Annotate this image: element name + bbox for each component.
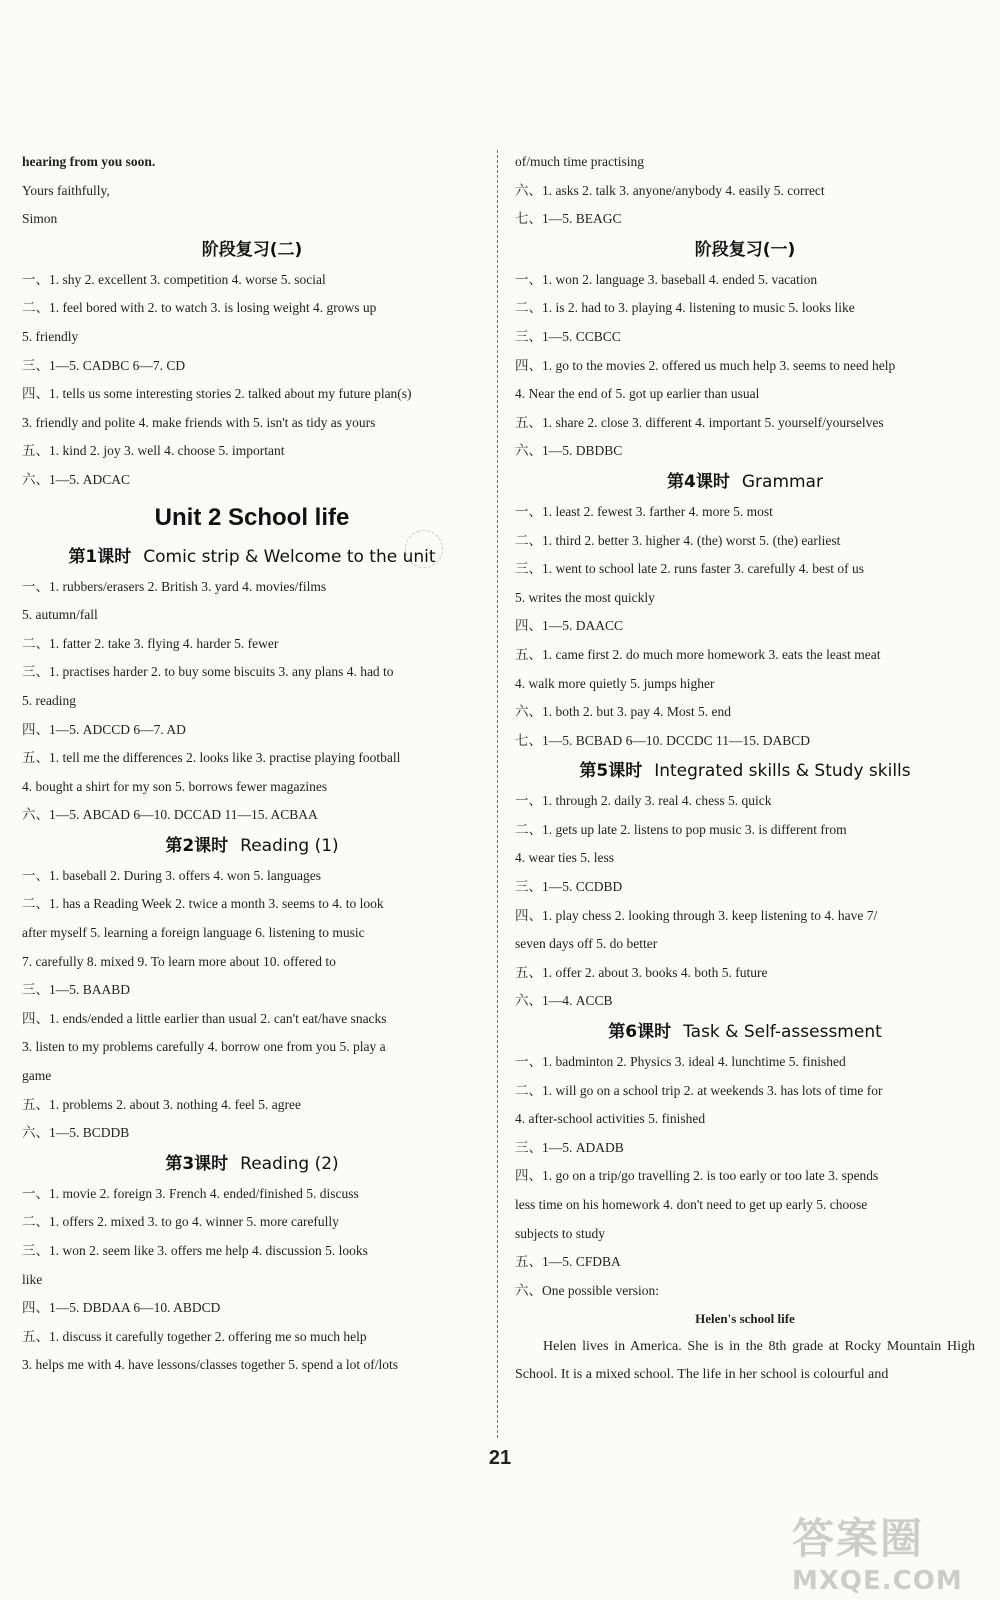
answer-line: 五、1. tell me the differences 2. looks like 3. practise playing football: [22, 750, 401, 766]
review-2-answers: [22, 266, 482, 495]
lesson-3-heading: [22, 1148, 482, 1180]
right-column: [515, 148, 975, 1389]
answer-line: 5. reading: [22, 692, 76, 708]
lesson-3-answers: [22, 1180, 482, 1380]
lesson-4-topic: Grammar: [741, 471, 823, 492]
carryover-answers-7: 七、1—5. BEAGC: [515, 211, 622, 227]
lesson-1-number: 第1课时: [68, 546, 132, 567]
answer-line: subjects to study: [515, 1225, 605, 1241]
lesson-5-answers: [515, 787, 975, 1016]
lesson-2-heading: [22, 830, 482, 862]
answer-line: 4. after-school activities 5. finished: [515, 1111, 706, 1127]
answer-line: 一、1. movie 2. foreign 3. French 4. ended/finished 5. discuss: [22, 1185, 359, 1201]
answer-line: 四、1. go on a trip/go travelling 2. is too early or too late 3. spends: [515, 1168, 879, 1184]
answer-line: 四、1. play chess 2. looking through 3. keep listening to 4. have 7/: [515, 907, 878, 923]
answer-line: 一、1. least 2. fewest 3. farther 4. more 5. most: [515, 503, 773, 519]
answer-line: 三、1—5. CCBCC: [515, 328, 621, 344]
answer-line: 七、1—5. BCBAD 6—10. DCCDC 11—15. DABCD: [515, 732, 811, 748]
lesson-5-heading: [515, 755, 975, 787]
lesson-2-answers: [22, 862, 482, 1148]
answer-line: after myself 5. learning a foreign language 6. listening to music: [22, 925, 365, 941]
answer-line: 三、1—5. CADBC 6—7. CD: [22, 357, 186, 373]
lesson-4-answers: [515, 498, 975, 755]
answer-line: 二、1. third 2. better 3. higher 4. (the) worst 5. (the) earliest: [515, 532, 841, 548]
answer-line: 四、1—5. DAACC: [515, 618, 624, 634]
answer-line: 4. Near the end of 5. got up earlier than usual: [515, 386, 760, 402]
answer-line: 4. bought a shirt for my son 5. borrows fewer magazines: [22, 778, 328, 794]
answer-line: 一、1. baseball 2. During 3. offers 4. won 5. languages: [22, 867, 321, 883]
answer-line: 四、1—5. ADCCD 6—7. AD: [22, 721, 186, 737]
answer-line: 六、1—5. ADCAC: [22, 471, 131, 487]
answer-line: 二、1. will go on a school trip 2. at weekends 3. has lots of time for: [515, 1082, 883, 1098]
watermark-logo: [792, 1506, 982, 1596]
lesson-6-number: 第6课时: [608, 1022, 672, 1043]
answer-line: game: [22, 1068, 52, 1084]
answer-line: 4. walk more quietly 5. jumps higher: [515, 675, 715, 691]
lesson-1-topic: Comic strip & Welcome to the unit: [143, 546, 436, 567]
answer-line: 三、1—5. CCDBD: [515, 879, 623, 895]
answer-line: 五、1. offer 2. about 3. books 4. both 5. future: [515, 964, 768, 980]
unit-title: Unit 2 School life: [154, 503, 350, 531]
lesson-6-topic: Task & Self-assessment: [683, 1022, 882, 1043]
answer-line: 二、1. gets up late 2. listens to pop music 3. is different from: [515, 821, 847, 837]
answer-line: 五、1. share 2. close 3. different 4. important 5. yourself/yourselves: [515, 414, 884, 430]
answer-line: 六、1. both 2. but 3. pay 4. Most 5. end: [515, 704, 731, 720]
answer-line: 一、1. through 2. daily 3. real 4. chess 5. quick: [515, 793, 772, 809]
answer-line: seven days off 5. do better: [515, 936, 658, 952]
page-number: 21: [488, 1447, 512, 1469]
answer-line: 一、1. won 2. language 3. baseball 4. ended 5. vacation: [515, 271, 818, 287]
answer-line: 六、One possible version:: [515, 1282, 659, 1298]
answer-line: 六、1—5. BCDDB: [22, 1125, 130, 1141]
lesson-4-heading: [515, 466, 975, 498]
answer-line: 二、1. feel bored with 2. to watch 3. is losing weight 4. grows up: [22, 300, 377, 316]
answer-line: 二、1. is 2. had to 3. playing 4. listening to music 5. looks like: [515, 300, 855, 316]
answer-line: 六、1—5. ABCAD 6—10. DCCAD 11—15. ACBAA: [22, 807, 318, 823]
answer-line: 一、1. rubbers/erasers 2. British 3. yard 4. movies/films: [22, 578, 327, 594]
answer-line: 四、1—5. DBDAA 6—10. ABDCD: [22, 1300, 221, 1316]
answer-line: 五、1. discuss it carefully together 2. offering me so much help: [22, 1328, 367, 1344]
answer-line: 5. writes the most quickly: [515, 589, 655, 605]
answer-line: 二、1. has a Reading Week 2. twice a month 3. seems to 4. to look: [22, 896, 384, 912]
essay-paragraph: Helen lives in America. She is in the 8th grade at Rocky Mountain High School. It is a mixed school. The life in her school is colourful and: [515, 1339, 975, 1383]
answer-line: 5. autumn/fall: [22, 607, 98, 623]
lesson-2-topic: Reading (1): [240, 835, 339, 856]
lesson-6-heading: [515, 1016, 975, 1048]
letter-closing-line: hearing from you soon.: [22, 154, 156, 169]
answer-line: 三、1. practises harder 2. to buy some biscuits 3. any plans 4. had to: [22, 664, 394, 680]
answer-line: 三、1. went to school late 2. runs faster 3. carefully 4. best of us: [515, 561, 865, 577]
lesson-2-number: 第2课时: [165, 835, 229, 856]
answer-line: 五、1. problems 2. about 3. nothing 4. feel 5. agree: [22, 1096, 301, 1112]
letter-signoff: Yours faithfully,: [22, 182, 110, 198]
answer-line: 二、1. offers 2. mixed 3. to go 4. winner 5. more carefully: [22, 1214, 339, 1230]
answer-line: 3. friendly and polite 4. make friends with 5. isn't as tidy as yours: [22, 414, 376, 430]
answer-line: 三、1. won 2. seem like 3. offers me help 4. discussion 5. looks: [22, 1243, 368, 1258]
column-divider: [497, 150, 498, 1438]
answer-line: 4. wear ties 5. less: [515, 850, 614, 866]
answer-line: 一、1. badminton 2. Physics 3. ideal 4. lunchtime 5. finished: [515, 1054, 846, 1070]
answer-line: 3. helps me with 4. have lessons/classes together 5. spend a lot of/lots: [22, 1357, 399, 1373]
answer-line: 五、1. came first 2. do much more homework 3. eats the least meat: [515, 646, 881, 662]
left-column: [22, 148, 482, 1380]
answer-line: 四、1. tells us some interesting stories 2. talked about my future plan(s): [22, 386, 412, 402]
answer-line: 二、1. fatter 2. take 3. flying 4. harder 5. fewer: [22, 635, 279, 651]
lesson-3-number: 第3课时: [165, 1153, 229, 1174]
answer-line: like: [22, 1271, 43, 1287]
answer-line: 一、1. shy 2. excellent 3. competition 4. worse 5. social: [22, 271, 326, 287]
carryover-answers-6: 六、1. asks 2. talk 3. anyone/anybody 4. easily 5. correct: [515, 182, 825, 198]
answer-line: 5. friendly: [22, 328, 79, 344]
lesson-5-topic: Integrated skills & Study skills: [654, 761, 911, 782]
lesson-5-number: 第5课时: [579, 761, 643, 782]
answer-line: 六、1—4. ACCB: [515, 993, 613, 1009]
answer-line: 五、1—5. CFDBA: [515, 1254, 621, 1270]
carryover-line: of/much time practising: [515, 154, 644, 169]
essay-title: Helen's school life: [695, 1311, 795, 1327]
answer-line: 四、1. ends/ended a little earlier than usual 2. can't eat/have snacks: [22, 1010, 387, 1026]
lesson-1-answers: [22, 573, 482, 830]
answer-line: less time on his homework 4. don't need to get up early 5. choose: [515, 1197, 868, 1212]
watermark-line-2: MXQE.COM: [792, 1566, 963, 1596]
answer-line: 六、1—5. DBDBC: [515, 443, 623, 459]
letter-signature: Simon: [22, 211, 58, 227]
answer-line: 三、1—5. BAABD: [22, 982, 131, 998]
review-1-answers: [515, 266, 975, 466]
lesson-3-topic: Reading (2): [240, 1153, 339, 1174]
answer-line: 3. listen to my problems carefully 4. borrow one from you 5. play a: [22, 1039, 386, 1055]
answer-line: 7. carefully 8. mixed 9. To learn more about 10. offered to: [22, 953, 336, 969]
answer-line: 五、1. kind 2. joy 3. well 4. choose 5. important: [22, 443, 285, 459]
watermark-line-1: 答案圈: [792, 1514, 925, 1563]
answer-line: 四、1. go to the movies 2. offered us much help 3. seems to need help: [515, 357, 896, 373]
review-1-heading: 阶段复习(一): [694, 239, 796, 260]
lesson-6-answers: [515, 1048, 975, 1305]
review-2-heading: 阶段复习(二): [201, 239, 303, 260]
answer-line: 三、1—5. ADADB: [515, 1139, 624, 1155]
lesson-4-number: 第4课时: [667, 471, 730, 492]
